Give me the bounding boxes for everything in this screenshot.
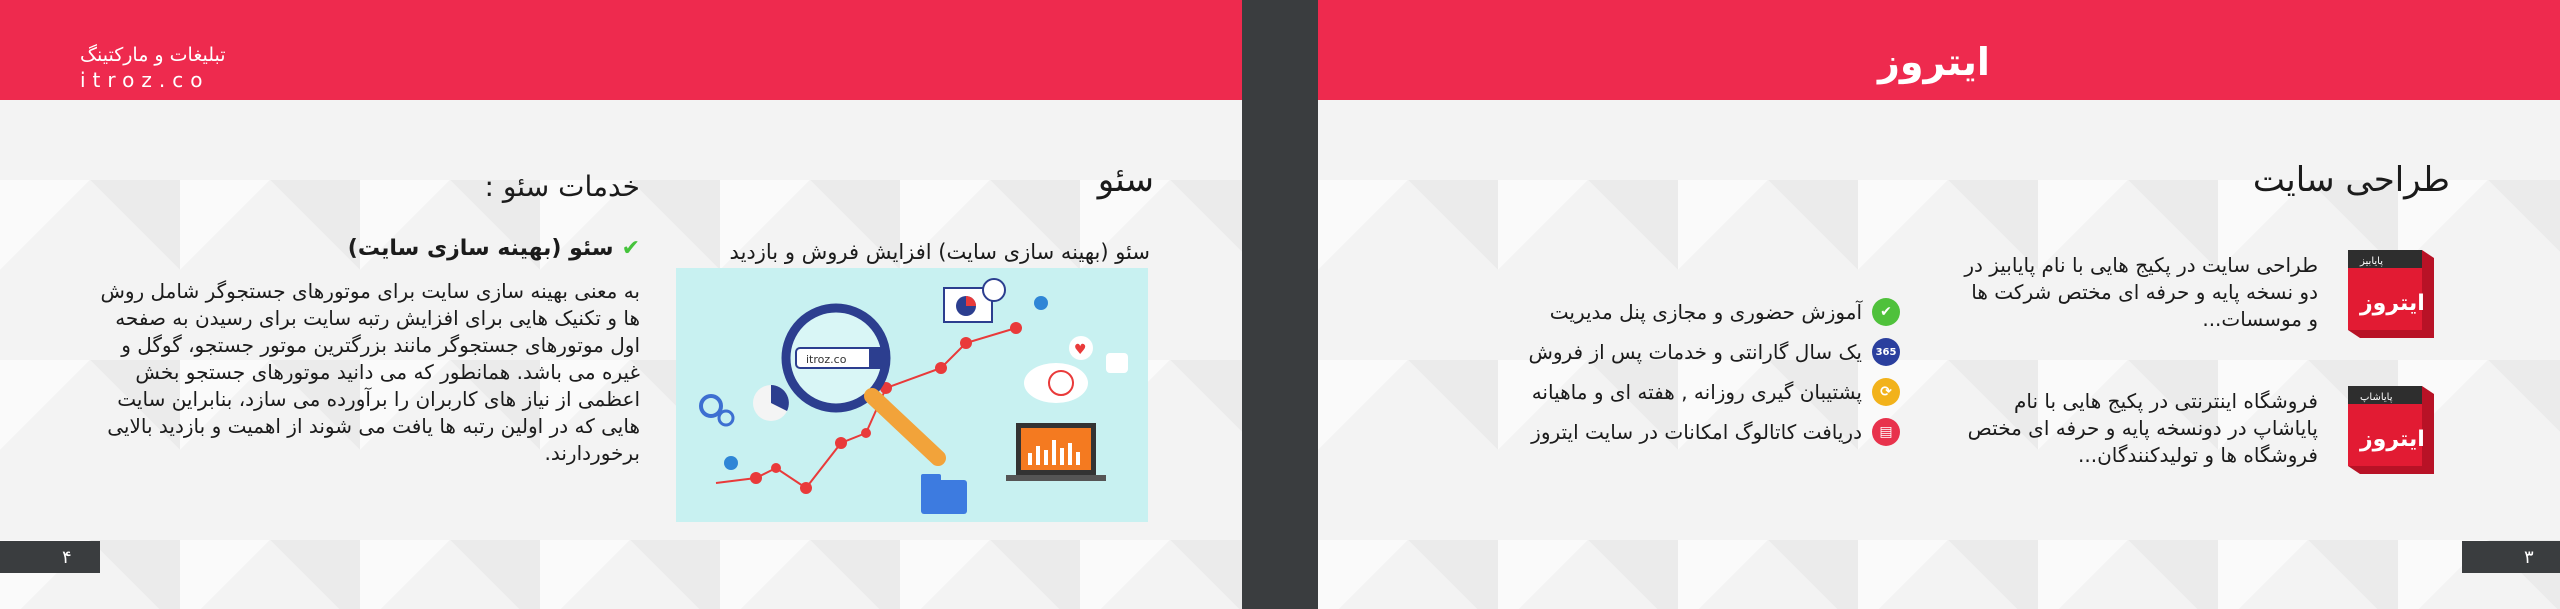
product-description: طراحی سایت در پکیج هایی با نام پایابیز در دو نسخه پایه و حرفه ای مختص شرکت ها و موسسات... (1964, 253, 2318, 331)
feature-label: پشتیبان گیری روزانه , هفته ای و ماهیانه (1531, 380, 1862, 404)
clock-icon (983, 279, 1005, 301)
feature-label: دریافت کاتالوگ امکانات در سایت ایتروز (1531, 420, 1862, 444)
book-spine (1242, 0, 1318, 609)
web-design-heading: طراحی سایت (2252, 160, 2450, 200)
seo-paragraph: به معنی بهینه سازی سایت برای موتورهای جستجوگر شامل روش ها و تکنیک هایی برای افزایش رتبه سایت برای رسیدن به صفحه اول موتورهای جستجوگر مانند بزرگترین موتور جستجو، گوگل و غیره می باشد. همانطور که می دانید موتورهای جستجو بخش اعظمی از نیاز های کاربران را برآورده می سازد، بنابراین سایت هایی که در اولین رتبه ها یافت می شوند از اهمیت و بازدید بالایی برخوردارند. (100, 279, 640, 465)
svg-text:♥: ♥ (1074, 342, 1087, 358)
right-page (1318, 0, 2560, 609)
box-top-label: پایاشاپ (2360, 392, 2393, 403)
product-box-image (2330, 380, 2450, 480)
feature-item (1460, 412, 1900, 452)
page-number-right: ۳ (2462, 541, 2560, 573)
folder-icon (921, 480, 967, 514)
seo-heading: سئو (1097, 160, 1154, 200)
check-icon: ✔ (1872, 298, 1900, 326)
left-page (0, 0, 1242, 609)
brand-tagline: تبلیغات و مارکتینگ (80, 44, 226, 66)
feature-label: آموزش حضوری و مجازی پنل مدیریت (1549, 300, 1862, 324)
seo-illustration (676, 268, 1148, 522)
catalog-icon: ▤ (1872, 418, 1900, 446)
itroz-logo: ایتروز (1878, 40, 1990, 84)
feature-label: یک سال گارانتی و خدمات پس از فروش (1528, 340, 1862, 364)
services-item (348, 236, 640, 261)
box-logo-label: ایتروز (2360, 291, 2425, 316)
product-payashop (1930, 380, 2450, 490)
feature-item (1460, 292, 1900, 332)
product-description: فروشگاه اینترنتی در پکیج هایی با نام پایاشاپ در دونسخه پایه و حرفه ای مختص فروشگاه ها و تولیدکنندگان... (1967, 389, 2318, 467)
refresh-icon: ⟳ (1872, 378, 1900, 406)
box-top-label: پایابیز (2360, 256, 2383, 267)
illustration-caption: سئو (بهینه سازی سایت) افزایش فروش و بازدید (729, 240, 1150, 264)
cloud-icon (1024, 363, 1088, 403)
feature-item (1460, 372, 1900, 412)
location-pin-icon (724, 456, 738, 470)
check-icon: ✔ (621, 236, 640, 261)
brand-url: itroz.co (80, 68, 210, 92)
product-box-image (2330, 244, 2450, 344)
product-payabiz (1930, 244, 2450, 354)
box-logo-label: ایتروز (2360, 427, 2425, 452)
services-heading: خدمات سئو : (484, 170, 640, 203)
services-item-label: سئو (بهینه سازی سایت) (347, 236, 614, 261)
feature-list (1460, 292, 1900, 452)
365-badge-icon: 365 (1872, 338, 1900, 366)
gear-icon (701, 396, 721, 416)
search-box-text: itroz.co (806, 353, 847, 366)
feature-item (1460, 332, 1900, 372)
page-number-left: ۴ (0, 541, 100, 573)
seo-illustration-graphic (676, 268, 1148, 522)
